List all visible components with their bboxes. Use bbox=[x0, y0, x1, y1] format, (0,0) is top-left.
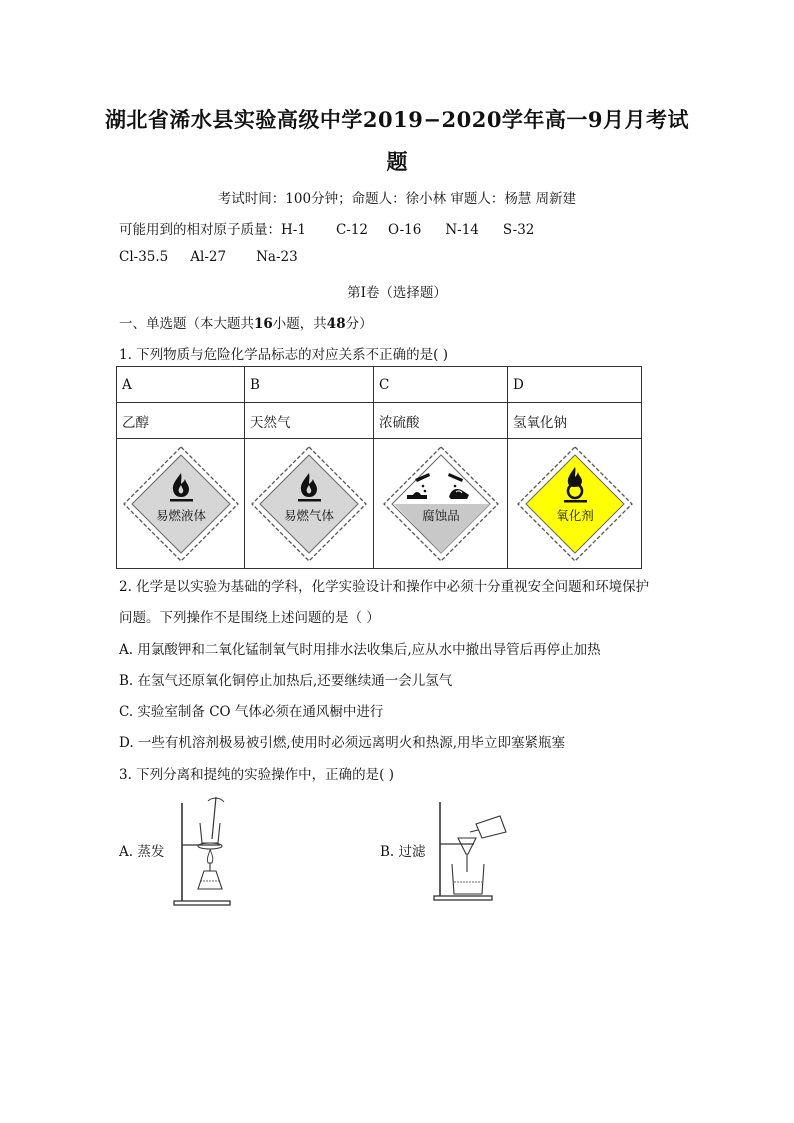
option-b-sign-cell bbox=[245, 439, 374, 569]
sign-b-label: 易燃气体 bbox=[283, 508, 335, 523]
section-suffix: 分） bbox=[345, 316, 373, 332]
q2-option-b: B. 在氢气还原氧化铜停止加热后,还要继续通一会儿氢气 bbox=[119, 673, 453, 689]
flammable-liquid-sign bbox=[120, 439, 242, 564]
q1-options-table bbox=[116, 366, 642, 569]
section-prefix: 一、单选题（本大题共 bbox=[119, 316, 254, 332]
q2-option-c: C. 实验室制备 CO 气体必须在通风橱中进行 bbox=[119, 704, 384, 720]
q1-stem: 1. 下列物质与危险化学品标志的对应关系不正确的是( ) bbox=[119, 347, 448, 363]
option-c-substance: 浓硫酸 bbox=[374, 403, 508, 439]
q3-option-a-label: A. 蒸发 bbox=[119, 844, 165, 860]
option-d-letter: D bbox=[508, 367, 642, 403]
option-c-letter: C bbox=[374, 367, 508, 403]
mass-al: Al-27 bbox=[190, 249, 227, 265]
section-count: 16 bbox=[254, 316, 273, 332]
flammable-gas-sign bbox=[248, 439, 370, 564]
title-line2: 题 bbox=[386, 149, 408, 174]
mass-c: C-12 bbox=[335, 222, 369, 238]
atomic-mass-label: 可能用到的相对原子质量： bbox=[119, 222, 281, 238]
option-b-substance: 天然气 bbox=[245, 403, 374, 439]
option-c-sign-cell bbox=[374, 439, 508, 569]
mass-n: N-14 bbox=[445, 222, 479, 238]
q2-stem-line1: 2. 化学是以实验为基础的学科，化学实验设计和操作中必须十分重视安全问题和环境保护 bbox=[119, 579, 650, 595]
exam-info: 考试时间：100分钟；命题人：徐小林 审题人：杨慧 周新建 bbox=[217, 191, 577, 207]
q3-option-b-label: B. 过滤 bbox=[380, 844, 426, 860]
mass-s: S-32 bbox=[502, 222, 535, 238]
option-a-letter: A bbox=[117, 367, 245, 403]
section-heading bbox=[119, 312, 373, 332]
sign-a-label: 易燃液体 bbox=[155, 508, 206, 523]
evaporation-apparatus-image bbox=[168, 793, 238, 911]
q2-option-a: A. 用氯酸钾和二氧化锰制氧气时用排水法收集后,应从水中撤出导管后再停止加热 bbox=[119, 642, 601, 658]
option-b-letter: B bbox=[245, 367, 374, 403]
option-d-substance: 氢氧化钠 bbox=[508, 403, 642, 439]
volume-title: 第Ⅰ卷（选择题） bbox=[347, 285, 447, 301]
mass-cl: Cl-35.5 bbox=[119, 249, 169, 265]
section-score: 48 bbox=[326, 316, 346, 332]
corrosive-sign bbox=[377, 439, 505, 564]
mass-h: H-1 bbox=[281, 222, 306, 238]
mass-na: Na-23 bbox=[256, 249, 298, 265]
atomic-mass-line1 bbox=[119, 218, 534, 238]
q3-stem: 3. 下列分离和提纯的实验操作中，正确的是( ) bbox=[119, 767, 394, 783]
option-a-substance: 乙醇 bbox=[117, 403, 245, 439]
option-d-sign-cell bbox=[508, 439, 642, 569]
q2-option-d: D. 一些有机溶剂极易被引燃,使用时必须远离明火和热源,用毕立即塞紧瓶塞 bbox=[119, 735, 566, 751]
oxidizer-sign bbox=[511, 439, 639, 564]
q2-stem-line2: 问题。下列操作不是围绕上述问题的是（ ） bbox=[119, 610, 380, 626]
mass-o: O-16 bbox=[388, 222, 422, 238]
atomic-mass-line2 bbox=[119, 249, 298, 265]
filtration-apparatus-image bbox=[432, 796, 512, 908]
option-a-sign-cell bbox=[117, 439, 245, 569]
title-line1: 湖北省浠水县实验高级中学2019−2020学年高一9月月考试 bbox=[104, 107, 690, 132]
section-middle: 小题，共 bbox=[272, 316, 327, 332]
sign-d-label: 氧化剂 bbox=[555, 508, 594, 523]
sign-c-label: 腐蚀品 bbox=[421, 508, 460, 523]
